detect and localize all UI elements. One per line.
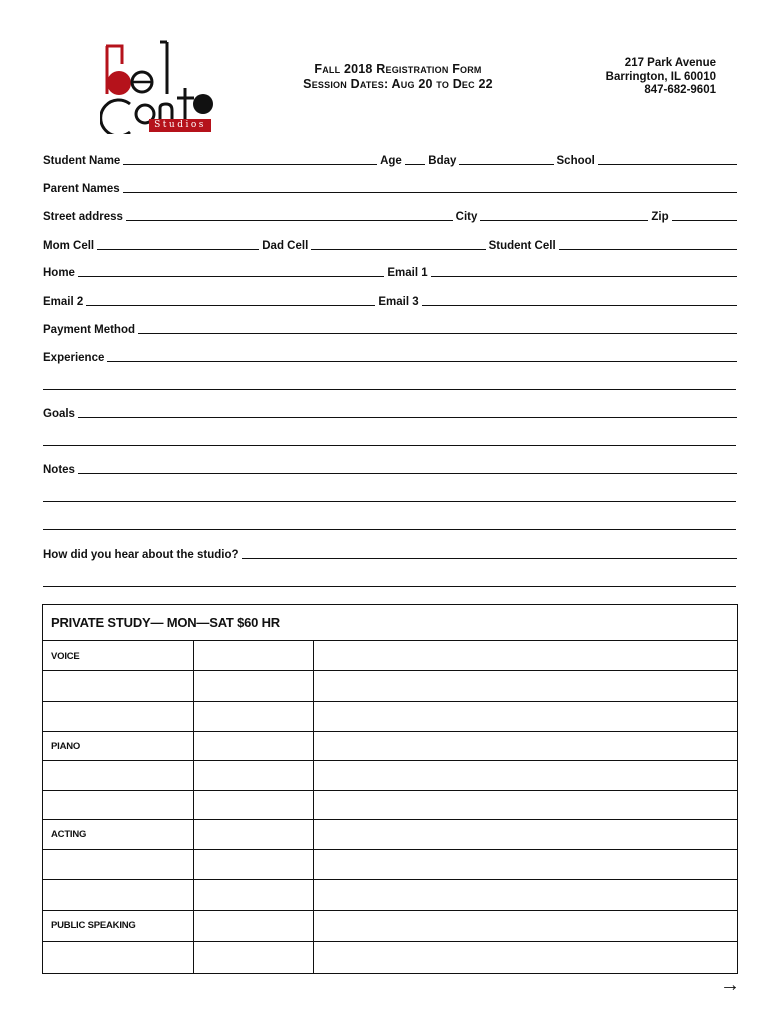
row-address bbox=[43, 209, 737, 223]
student-cell-field[interactable] bbox=[559, 249, 737, 250]
experience-label: Experience bbox=[43, 352, 105, 364]
street-address-label: Street address bbox=[43, 211, 123, 223]
school-label: School bbox=[556, 155, 595, 167]
student-name-field[interactable] bbox=[123, 164, 377, 165]
category-public-speaking: PUBLIC SPEAKING bbox=[51, 920, 136, 931]
dad-cell-field[interactable] bbox=[311, 249, 485, 250]
studio-address bbox=[570, 57, 716, 98]
how-heard-field-line2[interactable] bbox=[43, 586, 736, 587]
table-divider bbox=[43, 941, 737, 942]
table-divider bbox=[43, 701, 737, 702]
email3-label: Email 3 bbox=[378, 296, 419, 308]
how-heard-field[interactable] bbox=[242, 558, 738, 559]
email2-field[interactable] bbox=[86, 305, 375, 306]
form-title bbox=[258, 62, 538, 92]
age-field[interactable] bbox=[405, 164, 425, 165]
parent-names-field[interactable] bbox=[123, 192, 737, 193]
row-home-email1 bbox=[43, 265, 737, 279]
notes-label: Notes bbox=[43, 464, 75, 476]
student-name-label: Student Name bbox=[43, 155, 121, 167]
private-study-table bbox=[42, 604, 738, 974]
row-goals bbox=[43, 406, 737, 420]
zip-field[interactable] bbox=[672, 220, 737, 221]
row-notes bbox=[43, 462, 737, 476]
dad-cell-label: Dad Cell bbox=[262, 240, 309, 252]
table-divider bbox=[43, 670, 737, 671]
home-field[interactable] bbox=[78, 276, 384, 277]
address-phone: 847-682-9601 bbox=[644, 84, 716, 96]
email3-field[interactable] bbox=[422, 305, 737, 306]
bday-field[interactable] bbox=[459, 164, 553, 165]
goals-field-line2[interactable] bbox=[43, 445, 736, 446]
row-how-heard bbox=[43, 547, 737, 561]
zip-label: Zip bbox=[651, 211, 669, 223]
school-field[interactable] bbox=[598, 164, 737, 165]
payment-method-label: Payment Method bbox=[43, 324, 136, 336]
email1-field[interactable] bbox=[431, 276, 737, 277]
email1-label: Email 1 bbox=[387, 267, 428, 279]
goals-field[interactable] bbox=[78, 417, 737, 418]
next-page-arrow-icon: → bbox=[720, 974, 740, 996]
category-acting: ACTING bbox=[51, 829, 87, 840]
address-street: 217 Park Avenue bbox=[624, 57, 716, 69]
experience-field[interactable] bbox=[107, 361, 737, 362]
home-label: Home bbox=[43, 267, 75, 279]
row-parent bbox=[43, 181, 737, 195]
table-column-divider bbox=[313, 640, 314, 973]
table-divider bbox=[43, 910, 737, 911]
goals-label: Goals bbox=[43, 408, 75, 420]
table-divider bbox=[43, 760, 737, 761]
table-divider bbox=[43, 790, 737, 791]
studio-logo-subtext: Studios bbox=[154, 120, 206, 130]
experience-field-line2[interactable] bbox=[43, 389, 736, 390]
row-student bbox=[43, 153, 737, 167]
private-study-title: PRIVATE STUDY— MON—SAT $60 HR bbox=[51, 615, 280, 630]
category-voice: VOICE bbox=[51, 651, 80, 662]
street-address-field[interactable] bbox=[126, 220, 453, 221]
table-divider bbox=[43, 640, 737, 641]
table-divider bbox=[43, 849, 737, 850]
notes-field[interactable] bbox=[78, 473, 737, 474]
table-column-divider bbox=[193, 640, 194, 973]
address-city: Barrington, IL 60010 bbox=[605, 70, 716, 83]
table-divider bbox=[43, 819, 737, 820]
how-heard-label: How did you hear about the studio? bbox=[43, 549, 239, 561]
notes-field-line2[interactable] bbox=[43, 501, 736, 502]
city-field[interactable] bbox=[480, 220, 648, 221]
session-dates: Session Dates: Aug 20 to Dec 22 bbox=[303, 77, 493, 91]
parent-names-label: Parent Names bbox=[43, 183, 120, 195]
bday-label: Bday bbox=[428, 155, 457, 167]
table-divider bbox=[43, 879, 737, 880]
city-label: City bbox=[455, 211, 478, 223]
age-label: Age bbox=[380, 155, 402, 167]
mom-cell-field[interactable] bbox=[97, 249, 259, 250]
payment-method-field[interactable] bbox=[138, 333, 737, 334]
row-cells bbox=[43, 238, 737, 252]
email2-label: Email 2 bbox=[43, 296, 84, 308]
table-divider bbox=[43, 731, 737, 732]
row-payment bbox=[43, 322, 737, 336]
category-piano: PIANO bbox=[51, 741, 81, 752]
row-email2-email3 bbox=[43, 294, 737, 308]
student-cell-label: Student Cell bbox=[488, 240, 556, 252]
mom-cell-label: Mom Cell bbox=[43, 240, 95, 252]
form-title-line1: Fall 2018 Registration Form bbox=[314, 62, 482, 76]
row-experience bbox=[43, 350, 737, 364]
notes-field-line3[interactable] bbox=[43, 529, 736, 530]
